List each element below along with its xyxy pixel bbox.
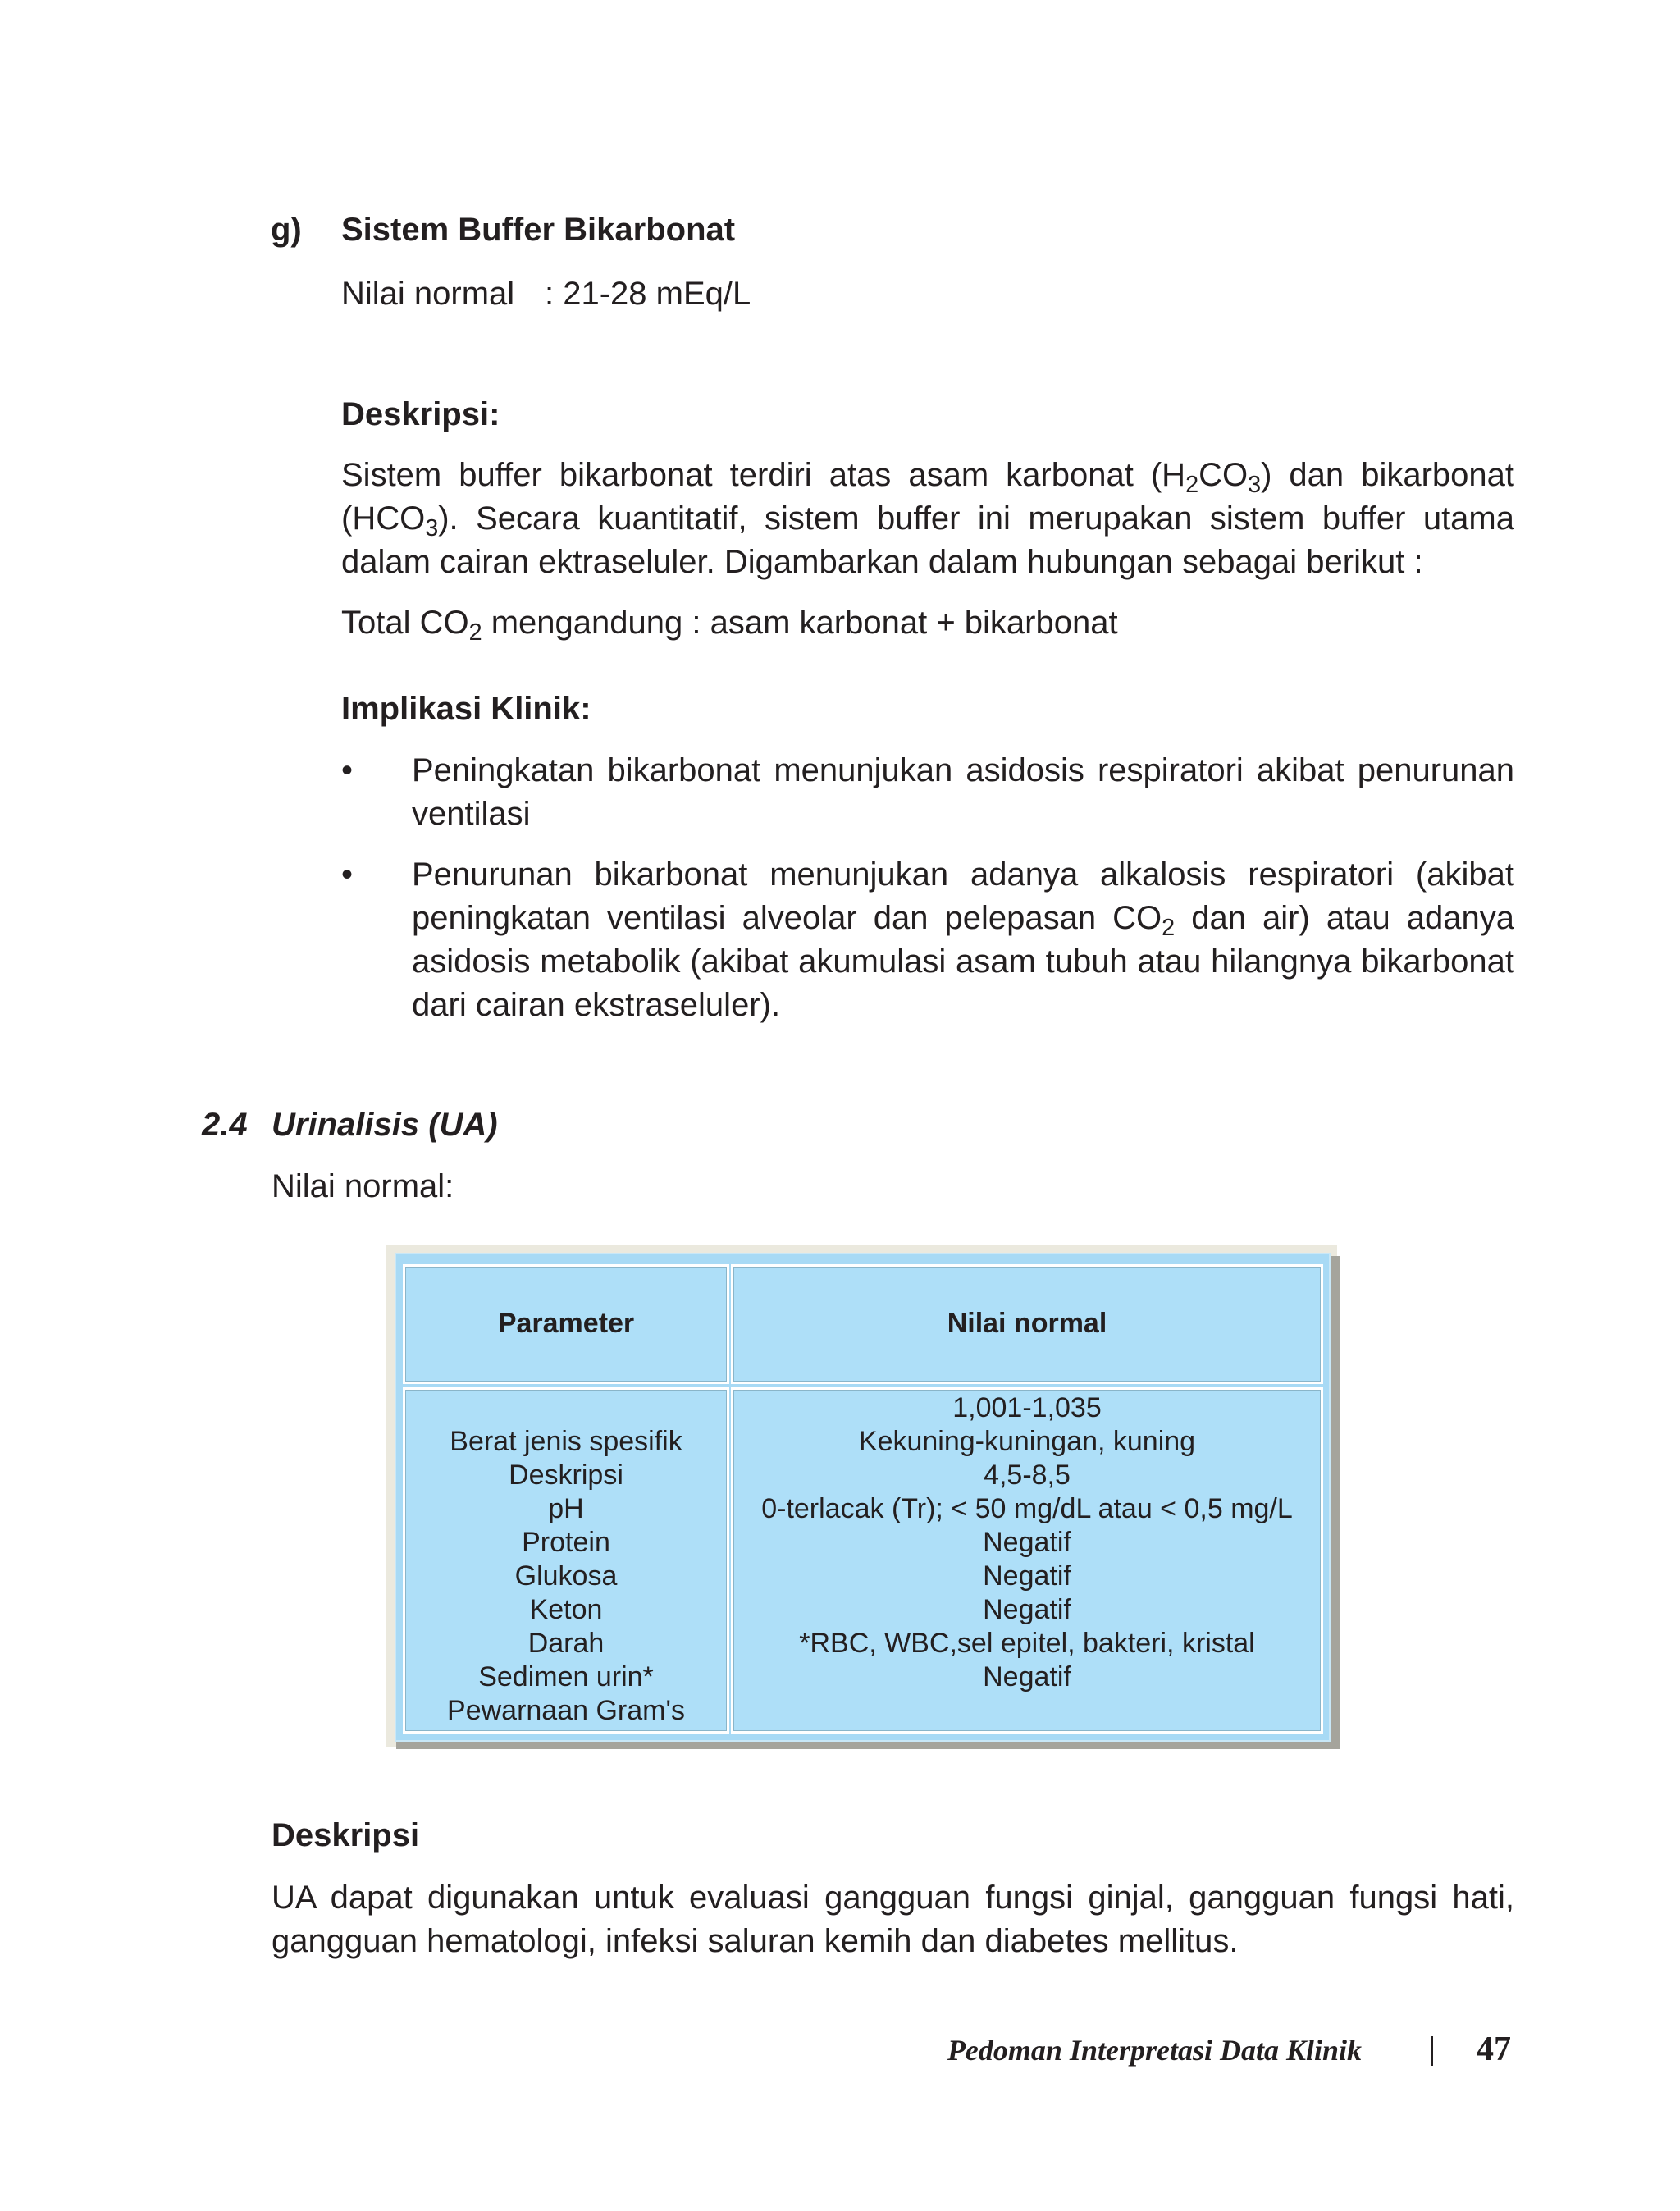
table-value: Kekuning-kuningan, kuning: [858, 1426, 1196, 1457]
section-label: g): [271, 212, 302, 248]
bullet-icon: •: [341, 752, 354, 788]
table-value: 0-terlacak (Tr); < 50 mg/dL atau < 0,5 mg/L: [761, 1493, 1293, 1524]
bullet-item-1: Peningkatan bikarbonat menunjukan asidosis respiratori akibat penurunan ventilasi: [412, 752, 1514, 832]
description-paragraph: UA dapat digunakan untuk evaluasi gangguan fungsi ginjal, gangguan fungsi hati, gangguan hematologi, infeksi saluran kemih dan diabetes mellitus.: [272, 1880, 1514, 1959]
table-parameter-list: [405, 1425, 727, 1728]
table-header-cell: [403, 1264, 729, 1384]
section-title: Sistem Buffer Bikarbonat: [341, 212, 736, 248]
table-value: Negatif: [983, 1661, 1071, 1693]
section-title: Urinalisis (UA): [272, 1107, 498, 1143]
table-parameter: Sedimen urin*: [478, 1661, 654, 1693]
clinical-implication-heading: Implikasi Klinik:: [341, 691, 591, 727]
table-value: *RBC, WBC,sel epitel, bakteri, kristal: [799, 1628, 1255, 1659]
normal-value: : 21-28 mEq/L: [545, 276, 751, 312]
table-cell-parameters: [403, 1387, 729, 1734]
bullet-item-2: Penurunan bikarbonat menunjukan adanya alkalosis respiratori (akibat peningkatan ventilasi alveolar dan pelepasan $CO_2$ dan air) atau adanya asidosis metabolik (akibat akumulasi asam tubuh atau hilangnya bikarbonat dari cairan ekstraseluler).: [412, 857, 1514, 1023]
page-number: 47: [1477, 2031, 1511, 2068]
table-value-list: [733, 1391, 1321, 1694]
bullet-icon: •: [341, 857, 354, 893]
table-parameter: Berat jenis spesifik: [450, 1426, 682, 1457]
table-value: Negatif: [983, 1560, 1071, 1592]
total-co2-line: Total $CO_2$ mengandung : asam karbonat + bikarbonat: [341, 605, 1118, 646]
section-number: 2.4: [202, 1107, 248, 1143]
table-value: 4,5-8,5: [984, 1460, 1071, 1491]
table-parameter: Glukosa: [514, 1560, 618, 1592]
table-header-cell: [731, 1264, 1323, 1384]
table-value: Negatif: [983, 1594, 1071, 1625]
table-cell-values: [731, 1387, 1323, 1734]
normal-value-label: Nilai normal:: [272, 1168, 454, 1204]
table-value: Negatif: [983, 1527, 1071, 1558]
normal-value-label: Nilai normal: [341, 276, 515, 312]
table-parameter: Protein: [522, 1527, 610, 1558]
table-parameter: Pewarnaan Gram's: [447, 1695, 685, 1726]
table-parameter: pH: [548, 1493, 584, 1524]
urinalysis-table: [395, 1253, 1331, 1742]
table-parameter: Keton: [529, 1594, 603, 1625]
table-value: 1,001-1,035: [952, 1392, 1102, 1423]
table-header-parameter: Parameter: [497, 1308, 635, 1339]
footer-separator: [1431, 2036, 1433, 2066]
footer-book-title: Pedoman Interpretasi Data Klinik: [947, 2034, 1362, 2067]
description-paragraph: Sistem buffer bikarbonat terdiri atas asam karbonat $(H_2CO_3)$ dan bikarbonat $(HCO_3)$. Secara kuantitatif, sistem buffer ini merupakan sistem buffer utama dalam cairan ektraseluler. Digambarkan dalam hubungan sebagai berikut :: [341, 457, 1514, 580]
table-parameter: Darah: [527, 1628, 605, 1659]
table-header-normal-value: Nilai normal: [947, 1308, 1107, 1339]
table-parameter: Deskripsi: [509, 1460, 623, 1491]
description-heading: Deskripsi:: [341, 396, 500, 432]
description-heading: Deskripsi: [272, 1817, 420, 1853]
